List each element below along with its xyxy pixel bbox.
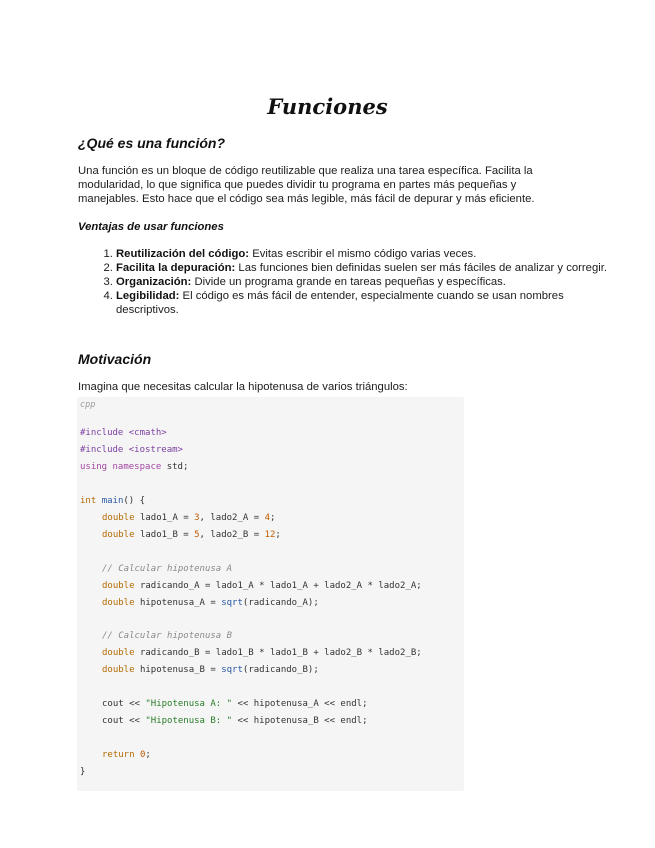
code-line bbox=[102, 647, 422, 659]
code-line bbox=[102, 580, 422, 592]
code-line bbox=[102, 749, 151, 761]
code-token: ; bbox=[275, 529, 281, 540]
code-language-label: cpp bbox=[80, 400, 96, 410]
code-line bbox=[102, 630, 232, 642]
code-token: double bbox=[102, 580, 140, 591]
code-token: hipotenusa_B = bbox=[139, 665, 222, 676]
code-line bbox=[80, 766, 85, 778]
code-token: return bbox=[102, 750, 140, 761]
code-token: radicando_A = lado1_A * lado1_A + lado2_A * lado2_A; bbox=[139, 580, 422, 591]
code-token: int bbox=[80, 495, 102, 506]
code-line bbox=[102, 597, 319, 609]
code-token: double bbox=[102, 665, 140, 676]
code-token: hipotenusa_A = bbox=[139, 597, 222, 608]
code-token: sqrt bbox=[221, 597, 243, 608]
code-token: using namespace bbox=[80, 461, 167, 472]
code-line bbox=[102, 512, 275, 524]
code-line bbox=[80, 427, 167, 439]
code-token: << hipotenusa_A << endl; bbox=[232, 699, 368, 710]
code-token: (radicando_A); bbox=[242, 597, 319, 608]
list-item-text: Divide un programa grande en tareas pequeñas y específicas. bbox=[191, 276, 506, 288]
list-item-label: Legibilidad: bbox=[116, 290, 180, 302]
code-token: radicando_B = lado1_B * lado1_B + lado2_B * lado2_B; bbox=[139, 648, 422, 659]
code-token: main bbox=[101, 495, 124, 506]
section-heading-what-is-function: ¿Qué es una función? bbox=[78, 135, 226, 151]
code-line bbox=[102, 715, 368, 727]
list-item-text: Evitas escribir el mismo código varias veces. bbox=[249, 248, 477, 260]
code-token: sqrt bbox=[221, 665, 243, 676]
code-token: } bbox=[80, 767, 86, 777]
code-token: double bbox=[102, 529, 140, 540]
page-title: Funciones bbox=[267, 94, 388, 119]
list-item bbox=[116, 289, 616, 317]
code-line bbox=[80, 461, 188, 473]
code-token: "Hipotenusa A: " bbox=[145, 699, 233, 710]
list-item-label: Reutilización del código: bbox=[116, 248, 250, 260]
code-token: cout << bbox=[102, 716, 146, 727]
code-line bbox=[102, 529, 281, 541]
list-item-label: Facilita la depuración: bbox=[116, 262, 236, 274]
intro-paragraph: Una función es un bloque de código reutilizable que realiza una tarea específica. Facilita la modularidad, lo que significa que puedes dividir tu programa en partes más pequeñas y manejables. Esto hace que el código sea más legible, más fácil de depurar y más eficiente. bbox=[78, 165, 535, 205]
advantages-heading: Ventajas de usar funciones bbox=[78, 221, 224, 233]
list-item-text: Las funciones bien definidas suelen ser más fáciles de analizar y corregir. bbox=[235, 262, 608, 274]
code-token: , lado2_A = bbox=[199, 512, 265, 523]
code-token: // Calcular hipotenusa B bbox=[102, 631, 233, 642]
code-line bbox=[102, 664, 319, 676]
code-token: #include <iostream> bbox=[80, 444, 183, 455]
code-token: double bbox=[102, 648, 140, 659]
motivation-paragraph: Imagina que necesitas calcular la hipotenusa de varios triángulos: bbox=[78, 381, 408, 393]
code-line bbox=[102, 698, 368, 710]
code-line bbox=[102, 563, 232, 575]
code-token: cout << bbox=[102, 699, 146, 710]
code-line bbox=[80, 495, 145, 507]
code-token: , lado2_B = bbox=[199, 529, 265, 540]
code-line bbox=[80, 444, 183, 456]
code-block bbox=[77, 397, 464, 791]
list-item bbox=[116, 261, 616, 275]
code-token: (radicando_B); bbox=[242, 665, 319, 676]
code-token: "Hipotenusa B: " bbox=[145, 716, 233, 727]
code-token: #include <cmath> bbox=[80, 428, 167, 438]
code-token: 0 bbox=[139, 750, 146, 761]
code-token: // Calcular hipotenusa A bbox=[102, 563, 233, 574]
code-token: 4 bbox=[264, 512, 270, 523]
code-token: lado1_A = bbox=[139, 512, 195, 523]
code-token: << hipotenusa_B << endl; bbox=[232, 716, 368, 727]
list-item bbox=[116, 275, 616, 289]
code-token: std; bbox=[166, 461, 189, 472]
list-item bbox=[116, 247, 616, 261]
code-token: ; bbox=[145, 750, 151, 761]
list-item-text: El código es más fácil de entender, especialmente cuando se usan nombres descriptivos. bbox=[116, 290, 564, 316]
advantages-list bbox=[78, 247, 616, 317]
code-token: double bbox=[102, 597, 140, 608]
code-token: 3 bbox=[194, 512, 200, 523]
code-token: ; bbox=[270, 512, 276, 523]
section-heading-motivation: Motivación bbox=[78, 351, 152, 367]
code-token: lado1_B = bbox=[139, 529, 195, 540]
code-token: double bbox=[102, 512, 140, 523]
code-token: 5 bbox=[194, 529, 200, 540]
code-token: () { bbox=[123, 495, 146, 506]
list-item-label: Organización: bbox=[116, 276, 192, 288]
code-token: 12 bbox=[264, 529, 276, 540]
